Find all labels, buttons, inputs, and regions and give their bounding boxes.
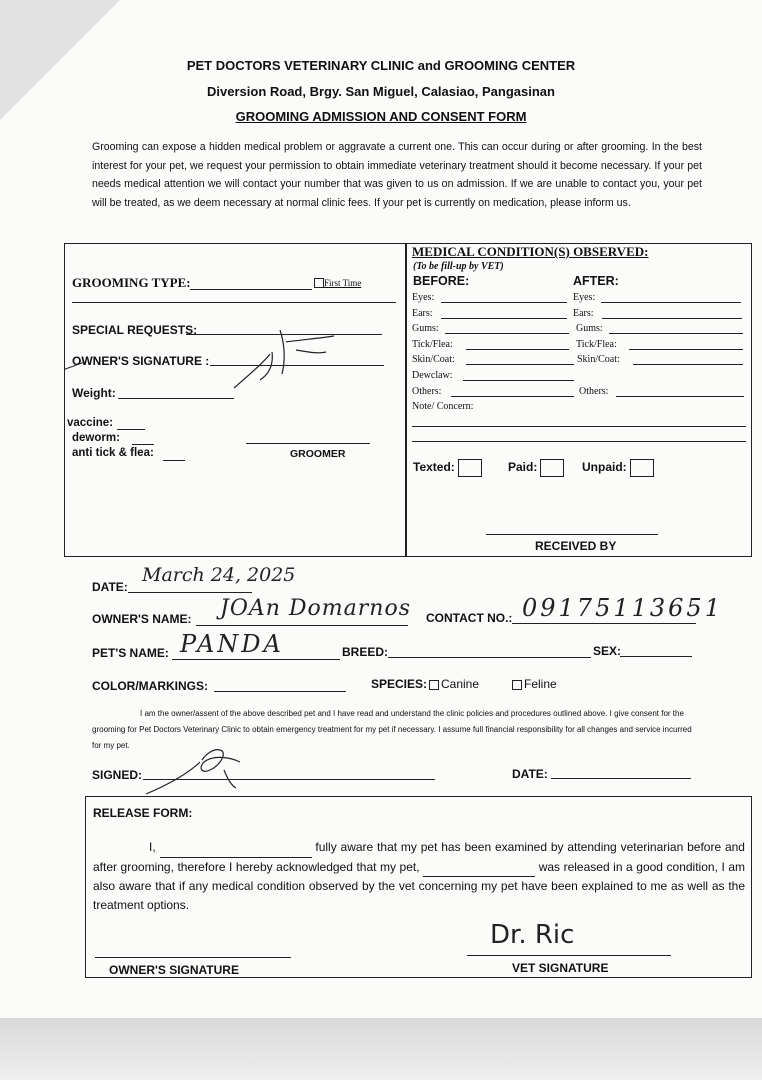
release-pet-blank[interactable] xyxy=(423,858,535,878)
unpaid-checkbox[interactable] xyxy=(630,459,654,477)
date-handwritten: March 24, 2025 xyxy=(142,564,296,586)
after-skin: Skin/Coat: xyxy=(577,354,620,365)
texted-field xyxy=(413,459,482,477)
clinic-name: PET DOCTORS VETERINARY CLINIC and GROOMING CENTER xyxy=(186,58,576,73)
after-eyes-line[interactable] xyxy=(601,302,741,303)
grooming-type-label: GROOMING TYPE: xyxy=(72,275,191,290)
texted-label: Texted: xyxy=(413,460,455,475)
after-tick: Tick/Flea: xyxy=(576,339,617,350)
intro-paragraph: Grooming can expose a hidden medical problem or aggravate a current one. This can occur during or after grooming. In the best interest for your pet, we request your permission to obtain immediate veterinary treatment should it become necessary. If your pet needs medical attention we will contact your number that was given to us on admission. If we are unable to contact you, your pet will be treated, as we deem necessary at normal clinic fees. If your pet is currently on medication, please inform us. xyxy=(92,141,702,209)
unpaid-label: Unpaid: xyxy=(582,460,627,475)
medical-title: MEDICAL CONDITION(S) OBSERVED: xyxy=(412,244,649,259)
vet-signature-line[interactable] xyxy=(467,955,671,956)
texted-checkbox[interactable] xyxy=(458,459,482,477)
weight-label: Weight: xyxy=(72,386,116,400)
date-label: DATE: xyxy=(92,580,128,594)
vaccine-label: vaccine: xyxy=(67,417,114,429)
release-name-blank[interactable] xyxy=(160,838,312,858)
release-owner-signature-line[interactable] xyxy=(95,957,291,958)
before-tick: Tick/Flea: xyxy=(412,339,453,350)
after-others: Others: xyxy=(579,386,609,397)
grooming-type-line[interactable] xyxy=(190,289,312,290)
contact-label: CONTACT NO.: xyxy=(426,611,513,625)
medical-box xyxy=(405,243,752,557)
vet-signature-label: VET SIGNATURE xyxy=(512,961,609,975)
after-eyes: Eyes: xyxy=(573,292,596,303)
paid-checkbox[interactable] xyxy=(540,459,564,477)
owners-name-line[interactable] xyxy=(196,625,408,626)
signed-signature-scribble xyxy=(140,740,250,798)
owners-name-label: OWNER'S NAME: xyxy=(92,612,192,626)
release-i: I, xyxy=(149,840,156,854)
consent-paragraph: I am the owner/assent of the above described pet and I have read and understand the clinic policies and procedures outlined above. I give consent for the grooming for Pet Doctors Veterinary Clinic to obtain emergency treatment for my pet if necessary. I assume full financial responsibility for all changes and service incurred for my pet. xyxy=(92,709,692,750)
feline-checkbox[interactable] xyxy=(512,680,522,690)
anti-tick-line[interactable] xyxy=(163,460,185,461)
before-skin: Skin/Coat: xyxy=(412,354,455,365)
contact-handwritten: 09175113651 xyxy=(522,594,723,622)
before-tick-line[interactable] xyxy=(466,349,569,350)
deworm-label: deworm: xyxy=(72,432,120,444)
species-label: SPECIES: xyxy=(371,677,428,691)
first-time-checkbox[interactable] xyxy=(314,278,324,288)
sex-label: SEX: xyxy=(593,644,622,658)
vaccine-line[interactable] xyxy=(117,429,145,430)
owners-name-handwritten: JOAn Domarnos xyxy=(220,596,411,621)
paid-field xyxy=(508,459,564,477)
anti-tick-label: anti tick & flea: xyxy=(72,447,154,459)
after-gums-line[interactable] xyxy=(609,333,743,334)
release-paragraph xyxy=(93,838,745,914)
owners-signature-label: OWNER'S SIGNATURE : xyxy=(72,354,210,368)
release-owner-signature-label: OWNER'S SIGNATURE xyxy=(109,963,239,977)
feline-label: Feline xyxy=(524,677,557,691)
before-dewclaw: Dewclaw: xyxy=(412,370,453,381)
after-others-line[interactable] xyxy=(616,396,744,397)
breed-label: BREED: xyxy=(342,645,389,659)
special-requests-label: SPECIAL REQUESTS: xyxy=(72,323,198,337)
release-text-2: was released in a good condition, I am also aware that if any medical condition observed by the vet concerning my pet have been explained to me as well as the treatment options. xyxy=(93,859,745,912)
scan-bottom-edge xyxy=(0,1018,762,1080)
note-line-1[interactable] xyxy=(412,426,746,427)
paid-label: Paid: xyxy=(508,460,538,475)
date-line[interactable] xyxy=(128,592,252,593)
clinic-address: Diversion Road, Brgy. San Miguel, Calasiao, Pangasinan xyxy=(207,84,555,99)
release-text-1: fully aware that my pet has been examined by attending veterinarian before and after grooming, therefore I hereby acknowledged that my pet, xyxy=(93,840,745,874)
before-dewclaw-line[interactable] xyxy=(463,380,574,381)
before-ears-line[interactable] xyxy=(441,318,567,319)
received-by-line[interactable] xyxy=(486,534,658,535)
unpaid-field xyxy=(582,459,654,477)
after-tick-line[interactable] xyxy=(629,349,743,350)
breed-line[interactable] xyxy=(388,657,591,658)
before-eyes: Eyes: xyxy=(412,292,435,303)
before-label: BEFORE: xyxy=(413,274,470,288)
species-canine-option[interactable] xyxy=(429,677,479,691)
before-eyes-line[interactable] xyxy=(441,302,567,303)
after-gums: Gums: xyxy=(576,323,603,334)
pets-name-handwritten: PANDA xyxy=(180,630,284,658)
color-markings-line[interactable] xyxy=(214,691,346,692)
groomer-label: GROOMER xyxy=(290,448,346,460)
contact-line[interactable] xyxy=(512,623,696,624)
species-feline-option[interactable] xyxy=(512,677,557,691)
sex-line[interactable] xyxy=(620,656,692,657)
before-gums: Gums: xyxy=(412,323,439,334)
received-by-label: RECEIVED BY xyxy=(535,539,617,553)
weight-line[interactable] xyxy=(118,398,234,399)
before-gums-line[interactable] xyxy=(445,333,569,334)
before-ears: Ears: xyxy=(412,308,433,319)
before-skin-line[interactable] xyxy=(466,364,574,365)
canine-label: Canine xyxy=(441,677,480,691)
after-ears: Ears: xyxy=(573,308,594,319)
signed-date-line[interactable] xyxy=(551,778,691,779)
pets-name-line[interactable] xyxy=(172,659,340,660)
after-label: AFTER: xyxy=(573,274,619,288)
vet-handwritten-signature: Dr. Ric xyxy=(490,920,575,950)
deworm-line[interactable] xyxy=(132,444,154,445)
note-line-2[interactable] xyxy=(412,441,746,442)
before-others: Others: xyxy=(412,386,442,397)
after-skin-line[interactable] xyxy=(633,364,743,365)
grooming-type-line-2[interactable] xyxy=(72,302,396,303)
canine-checkbox[interactable] xyxy=(429,680,439,690)
pets-name-label: PET'S NAME: xyxy=(92,646,169,660)
owner-signature-scribble xyxy=(230,322,340,392)
color-markings-label: COLOR/MARKINGS: xyxy=(92,679,208,693)
first-time-label: First Time xyxy=(324,278,362,288)
signed-date-label: DATE: xyxy=(512,767,548,781)
form-title: GROOMING ADMISSION AND CONSENT FORM xyxy=(235,109,527,124)
medical-subtitle: (To be fill-up by VET) xyxy=(413,261,504,272)
after-ears-line[interactable] xyxy=(602,318,742,319)
signed-label: SIGNED: xyxy=(92,768,143,782)
note-concern-label: Note/ Concern: xyxy=(412,401,474,412)
before-others-line[interactable] xyxy=(451,396,574,397)
groomer-line[interactable] xyxy=(246,443,370,444)
release-title: RELEASE FORM: xyxy=(93,806,193,820)
